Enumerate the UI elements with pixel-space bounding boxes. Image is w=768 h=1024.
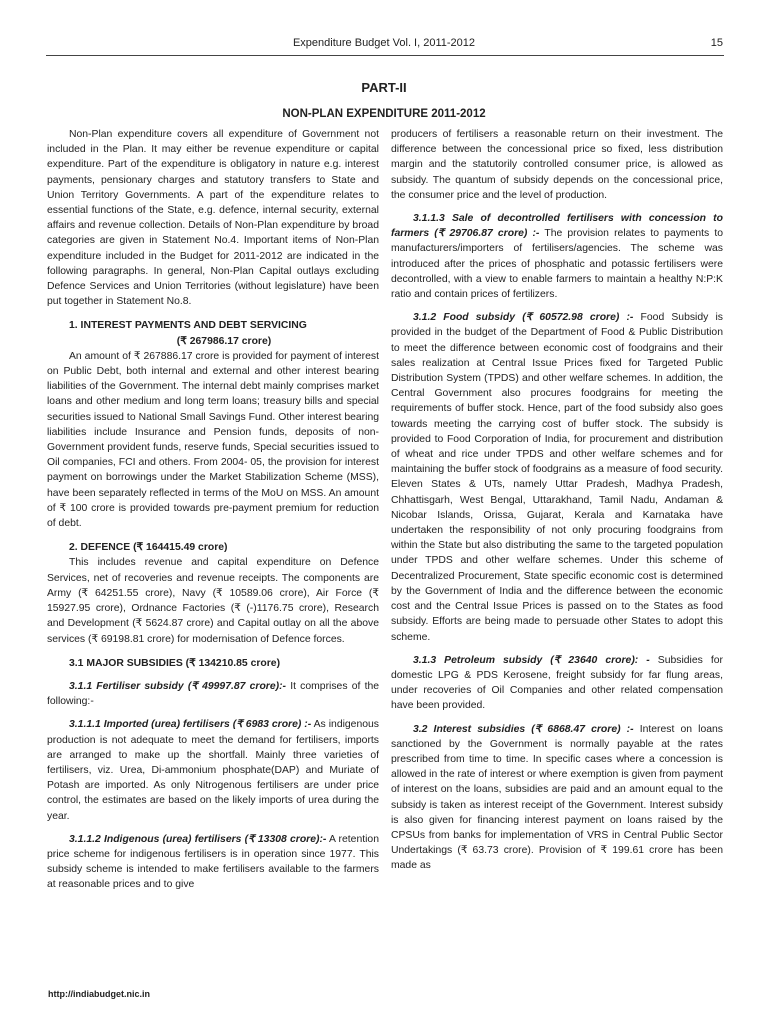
indigenous-urea-text: A retention price scheme for indigenous fertilisers is in operation since 1977. This subsidy scheme is intended to make fertilisers available to the farmers at reasonable prices and to give (47, 833, 379, 891)
header-title: Expenditure Budget Vol. I, 2011-2012 (292, 37, 476, 49)
petroleum-subsidy-heading: 3.1.3 Petroleum subsidy (₹ 23640 crore): - (413, 654, 650, 666)
section-title: NON-PLAN EXPENDITURE 2011-2012 (282, 108, 486, 120)
fertiliser-subsidy-paragraph (47, 679, 379, 709)
defence-paragraph: This includes revenue and capital expenditure on Defence Services, net of recoveries and revenue receipts. The components are Army (₹ 64251.55 crore), Navy (₹ 10589.06 crore), Air Force (₹ 15927.95 crore), Ordnance Factories (₹ (-)1176.75 crore), Research and Development (₹ 5624.87 crore) and Capital outlay on all the above services (₹ 69198.81 crore) for modernisation of Defence forces. (47, 557, 379, 645)
interest-payments-heading (47, 318, 379, 348)
indigenous-urea-heading: 3.1.1.2 Indigenous (urea) fertilisers (₹ 13308 crore):- (69, 833, 327, 845)
header-rule (46, 55, 724, 56)
page-header (0, 37, 768, 53)
defence-heading: 2. DEFENCE (₹ 164415.49 crore) (69, 542, 228, 554)
decontrolled-fertilisers-text: The provision relates to payments to manufacturers/importers of fertilisers/agencies. The scheme was introduced after the prices of phosphatic and potassic fertilisers were decontrolled, with a view to enable farmers to maintain a healthy N:P:K ratio and contain prices of fertilizers. (391, 228, 724, 301)
interest-subsidies-text: Interest on loans sanctioned by the Government is normally payable at the rates prescribed from time to time. In specific cases where a concession is allowed in the rate of interest or where exemption is given from payment of interest on the loans, subsidies are paid and an amount equal to the subsidy is taken as interest receipt of the Government. Interest subsidy is also given for financing interest payment on loans raised by the CPSUs from banks for implementation of VRS in Central Public Sector Undertakings (₹ 63.73 crore). Provision of ₹ 199.61 crore has been made as (391, 723, 724, 872)
imported-urea-text: As indigenous production is not adequate to meet the demand for fertilisers, imports are arranged to make up the shortfall. Mainly three varieties of fertilisers, viz. Urea, Di-ammonium phosphate(DAP) and Muriate of Potash are imported. As only Nitrogenous fertilisers are under price control, the estimates are based on the likely imports of urea during the year. (47, 719, 379, 822)
interest-payments-paragraph: An amount of ₹ 267886.17 crore is provided for payment of interest on Public Debt, both internal and external and other interest bearing liabilities of the Government. The internal debt mainly comprises market loans and other medium and long term loans; treasury bills and special securities issued to National Small Savings Fund. Other interest bearing liabilities include Insurance and Pension funds, deposits of non-Government provident funds, reserve funds, Special securities issued to Oil companies, FCI and others. From 2004- 05, the provision for interest payment on borrowings under the Market Stabilization Scheme (MSS), have been separately reflected in terms of the MoU on MSS. An amount of ₹ 100 crore is provided towards pre-payment premium for reduction of debt. (47, 350, 379, 530)
imported-urea-heading: 3.1.1.1 Imported (urea) fertilisers (₹ 6983 crore) :- (69, 719, 312, 731)
petroleum-subsidy-text: Subsidies for domestic LPG & PDS Kerosene, freight subsidy for far flung areas, under recoveries of Oil Companies and other related compensation have been provided. (391, 654, 723, 712)
decontrolled-fertilisers-heading: 3.1.1.3 Sale of decontrolled fertilisers with concession to farmers (₹ 29706.87 crore) :- (391, 213, 723, 240)
page-number: 15 (710, 37, 723, 49)
food-subsidy-heading: 3.1.2 Food subsidy (₹ 60572.98 crore) :- (413, 312, 634, 324)
fertiliser-subsidy-heading: 3.1.1 Fertiliser subsidy (₹ 49997.87 crore):- (69, 680, 287, 692)
indigenous-urea-paragraph (47, 832, 379, 893)
right-column (391, 127, 723, 874)
interest-payments-amount: (₹ 267986.17 crore) (176, 335, 272, 347)
interest-payments-title: 1. INTEREST PAYMENTS AND DEBT SERVICING (69, 320, 307, 332)
food-subsidy-paragraph (391, 310, 723, 644)
imported-urea-paragraph (47, 717, 379, 823)
intro-paragraph: Non-Plan expenditure covers all expenditure of Government not included in the Plan. It may either be revenue expenditure or capital expenditure. Part of the expenditure is obligatory in nature e.g. interest payments, pensionary charges and statutory transfers to State and Union Territory Governments. A part of the expenditure relates to essential functions of the State, e.g. defence, internal security, external affairs and revenue collection. Details of Non-Plan expenditure by broad categories are given in Statement No.4. Important items of Non-Plan expenditure included in the Budget for 2011-2012 are indicated in the following paragraphs. In general, Non-Plan Capital outlays excluding Defence Services and Union Territories (without legislature) have been put together in Statement No.8. (47, 129, 379, 308)
food-subsidy-text: Food Subsidy is provided in the budget of the Department of Food & Public Distribution to meet the difference between economic cost of foodgrains and their sales realization at Central Issue Prices fixed for Targeted Public Distribution System (TPDS) and other welfare schemes. In addition, the Central Government also procures foodgrains for meeting the requirements of buffer stock. Hence, part of the food subsidy also goes towards meeting the carrying cost of buffer stock. The subsidy is provided to Food Corporation of India, for procurement and distribution of wheat and rice under TPDS and other welfare schemes and for maintaining the buffer stock of foodgrains as a measure of food security. Eleven States & UTs, namely Uttar Pradesh, Madhya Pradesh, Chhattisgarh, West Bengal, Uttarakhand, Tamil Nadu, Andaman & Nicobar Islands, Orissa, Gujarat, Kerala and Karnataka have undertaken the responsibility of not only procuring foodgrains from within the State but also distributing the same to the targeted population under TPDS and other welfare schemes. Under this scheme of Decentralized Procurement, State specific economic cost is determined by the Government of India and the difference between the economic cost and the Central Issue Prices is passed on to the States as food subsidy. Efforts are being made to persuade other States to adopt this scheme. (391, 312, 723, 643)
part-heading: PART-II (361, 80, 407, 95)
interest-subsidies-paragraph (391, 722, 723, 874)
footer-url[interactable]: http://indiabudget.nic.in (48, 989, 150, 999)
petroleum-subsidy-paragraph (391, 653, 723, 714)
decontrolled-fertilisers-paragraph (391, 211, 723, 302)
fertiliser-continuation-paragraph: producers of fertilisers a reasonable return on their investment. The difference between the concessional price so fixed, less distribution margin and the statutorily controlled consumer price, is allowed as subsidy. The quantum of subsidy depends on the concessional price, the consumer price and the level of production. (391, 129, 723, 201)
left-column (47, 127, 379, 893)
major-subsidies-heading: 3.1 MAJOR SUBSIDIES (₹ 134210.85 crore) (69, 657, 281, 669)
fertiliser-subsidy-text: It comprises of the following:- (47, 680, 380, 708)
interest-subsidies-heading: 3.2 Interest subsidies (₹ 6868.47 crore) :- (413, 723, 634, 735)
